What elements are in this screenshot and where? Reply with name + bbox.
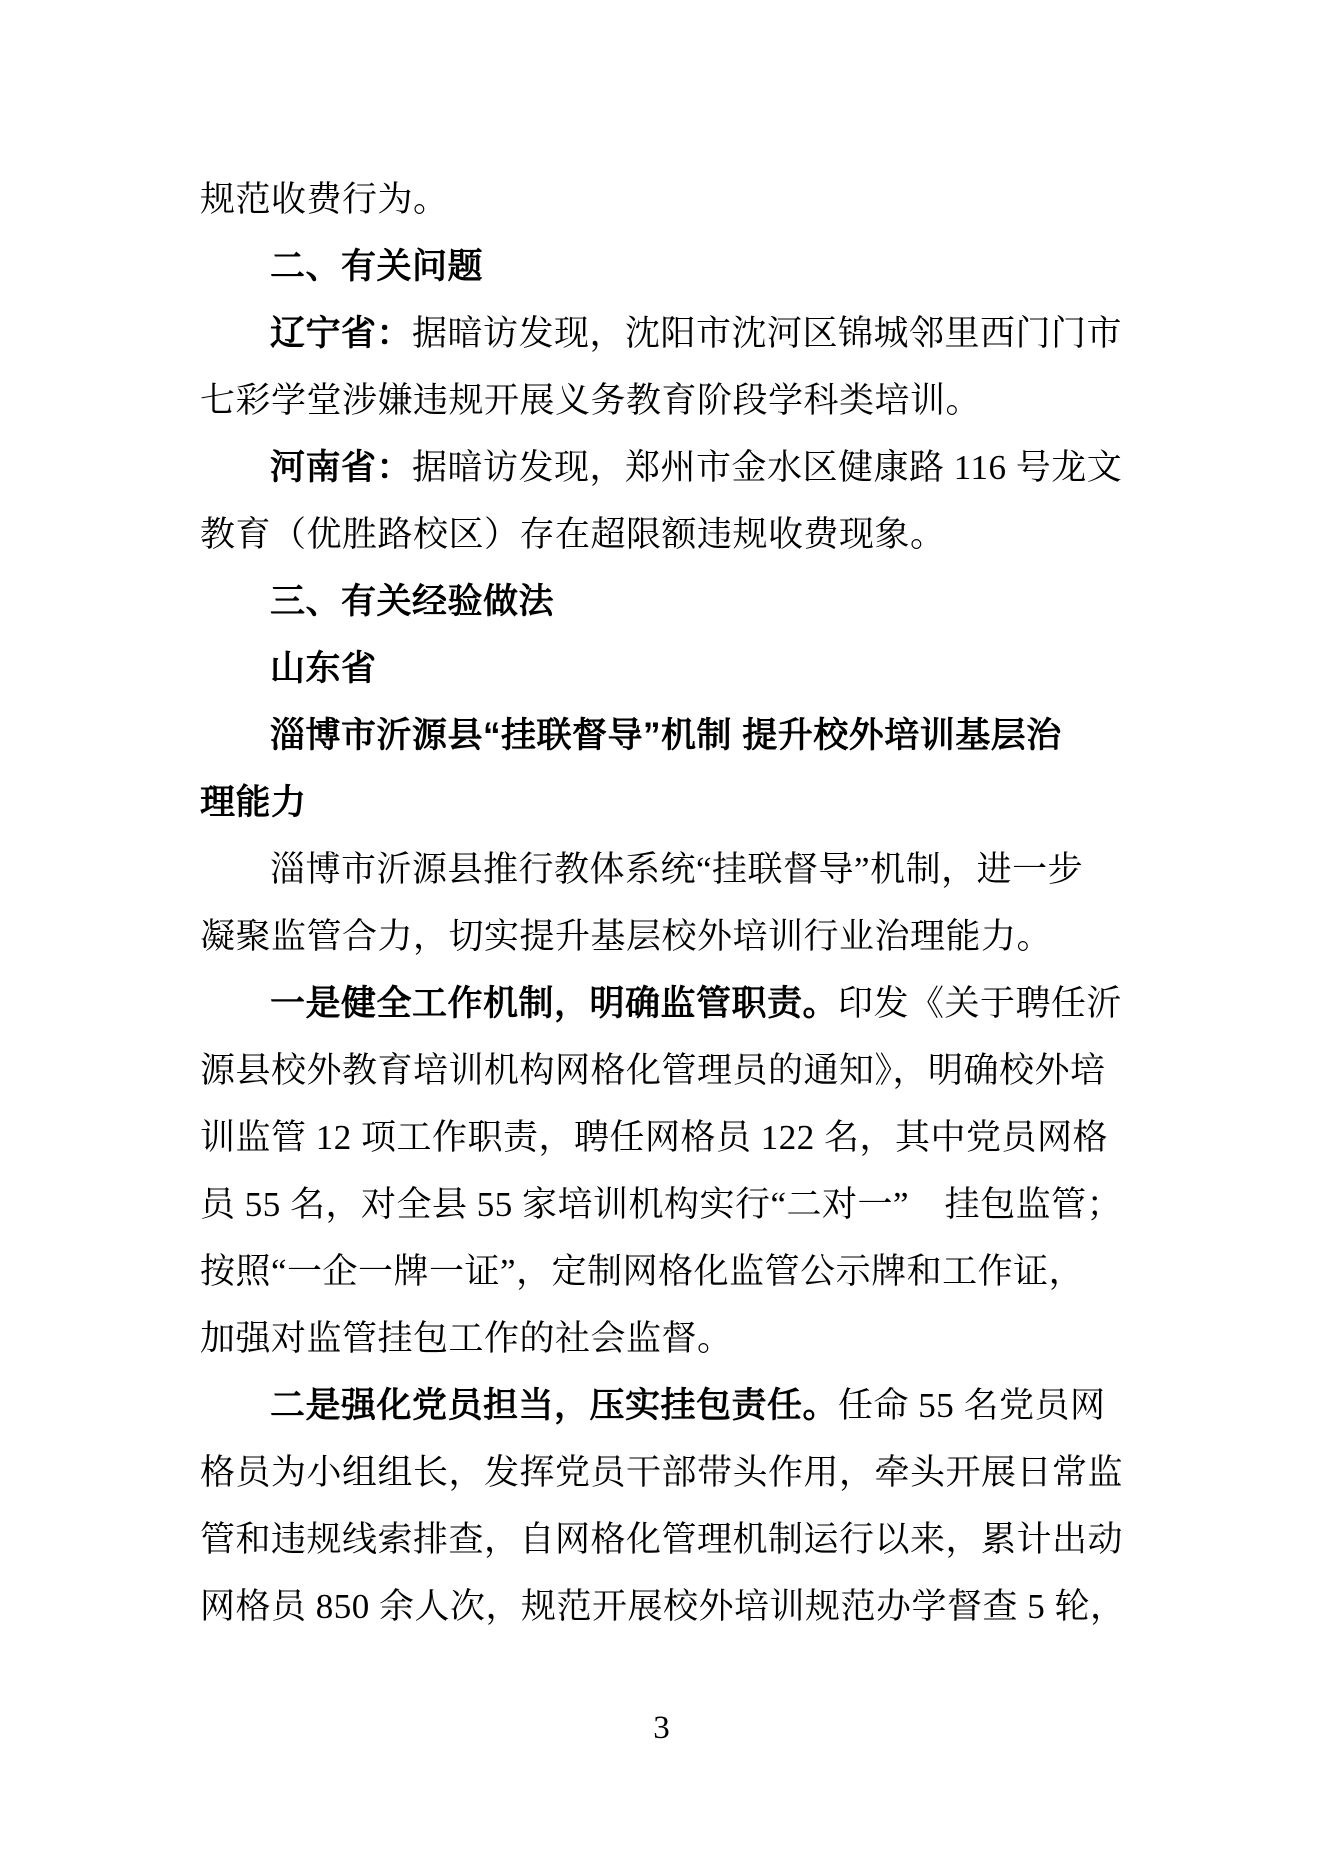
subsection-title xyxy=(200,769,1130,836)
body-text: 淄博市沂源县推行教体系统“挂联督导”机制，进一步 xyxy=(270,850,1084,889)
body-text: 格员为小组组长，发挥党员干部带头作用，牵头开展日常监 xyxy=(200,1453,1124,1492)
body-text: 规范收费行为。 xyxy=(200,180,449,219)
body-text: 员 55 名，对全县 55 家培训机构实行“二对一” 挂包监管； xyxy=(200,1185,1123,1224)
point-label: 二是强化党员担当，压实挂包责任。 xyxy=(270,1386,839,1425)
body-text: 教育（优胜路校区）存在超限额违规收费现象。 xyxy=(200,515,946,554)
body-line xyxy=(200,836,1130,903)
body-text: 源县校外教育培训机构网格化管理员的通知》，明确校外培 xyxy=(200,1051,1106,1090)
body-line xyxy=(200,1104,1130,1171)
body-text: 据暗访发现，沈阳市沈河区锦城邻里西门门市 xyxy=(412,314,1123,353)
body-line xyxy=(200,1573,1130,1640)
body-text: 网格员 850 余人次，规范开展校外培训规范办学督查 5 轮， xyxy=(200,1587,1126,1626)
subsection-title xyxy=(200,702,1130,769)
body-text: 按照“一企一牌一证”，定制网格化监管公示牌和工作证， xyxy=(200,1252,1085,1291)
body-text: 凝聚监管合力，切实提升基层校外培训行业治理能力。 xyxy=(200,917,1053,956)
section-heading xyxy=(200,568,1130,635)
point-label: 一是健全工作机制，明确监管职责。 xyxy=(270,984,839,1023)
province-label: 辽宁省： xyxy=(270,314,413,353)
section-heading-text: 三、有关经验做法 xyxy=(270,582,555,621)
subsection-title-text: 淄博市沂源县“挂联督导”机制 提升校外培训基层治 xyxy=(270,716,1062,755)
body-text: 管和违规线索排查，自网格化管理机制运行以来，累计出动 xyxy=(200,1520,1124,1559)
body-line xyxy=(200,1305,1130,1372)
body-line xyxy=(200,903,1130,970)
province-label: 河南省： xyxy=(270,448,413,487)
page-number: 3 xyxy=(653,1710,670,1746)
document-body xyxy=(200,166,1130,1640)
body-text: 加强对监管挂包工作的社会监督。 xyxy=(200,1319,733,1358)
body-text: 训监管 12 项工作职责，聘任网格员 122 名，其中党员网格 xyxy=(200,1118,1109,1157)
subsection-title-text: 理能力 xyxy=(200,783,307,822)
body-line xyxy=(200,166,1130,233)
body-line xyxy=(200,1171,1130,1238)
body-text: 印发《关于聘任沂 xyxy=(838,984,1123,1023)
body-line xyxy=(200,434,1130,501)
body-line xyxy=(200,1439,1130,1506)
body-text: 七彩学堂涉嫌违规开展义务教育阶段学科类培训。 xyxy=(200,381,982,420)
body-text: 任命 55 名党员网 xyxy=(838,1386,1106,1425)
body-line xyxy=(200,1037,1130,1104)
body-line xyxy=(200,300,1130,367)
body-line xyxy=(200,1238,1130,1305)
body-line xyxy=(200,501,1130,568)
province-heading xyxy=(200,635,1130,702)
section-heading xyxy=(200,233,1130,300)
body-line xyxy=(200,367,1130,434)
body-line xyxy=(200,1506,1130,1573)
province-heading-text: 山东省 xyxy=(270,649,377,688)
body-text: 据暗访发现，郑州市金水区健康路 116 号龙文 xyxy=(412,448,1123,487)
section-heading-text: 二、有关问题 xyxy=(270,247,484,286)
body-line xyxy=(200,1372,1130,1439)
body-line xyxy=(200,970,1130,1037)
